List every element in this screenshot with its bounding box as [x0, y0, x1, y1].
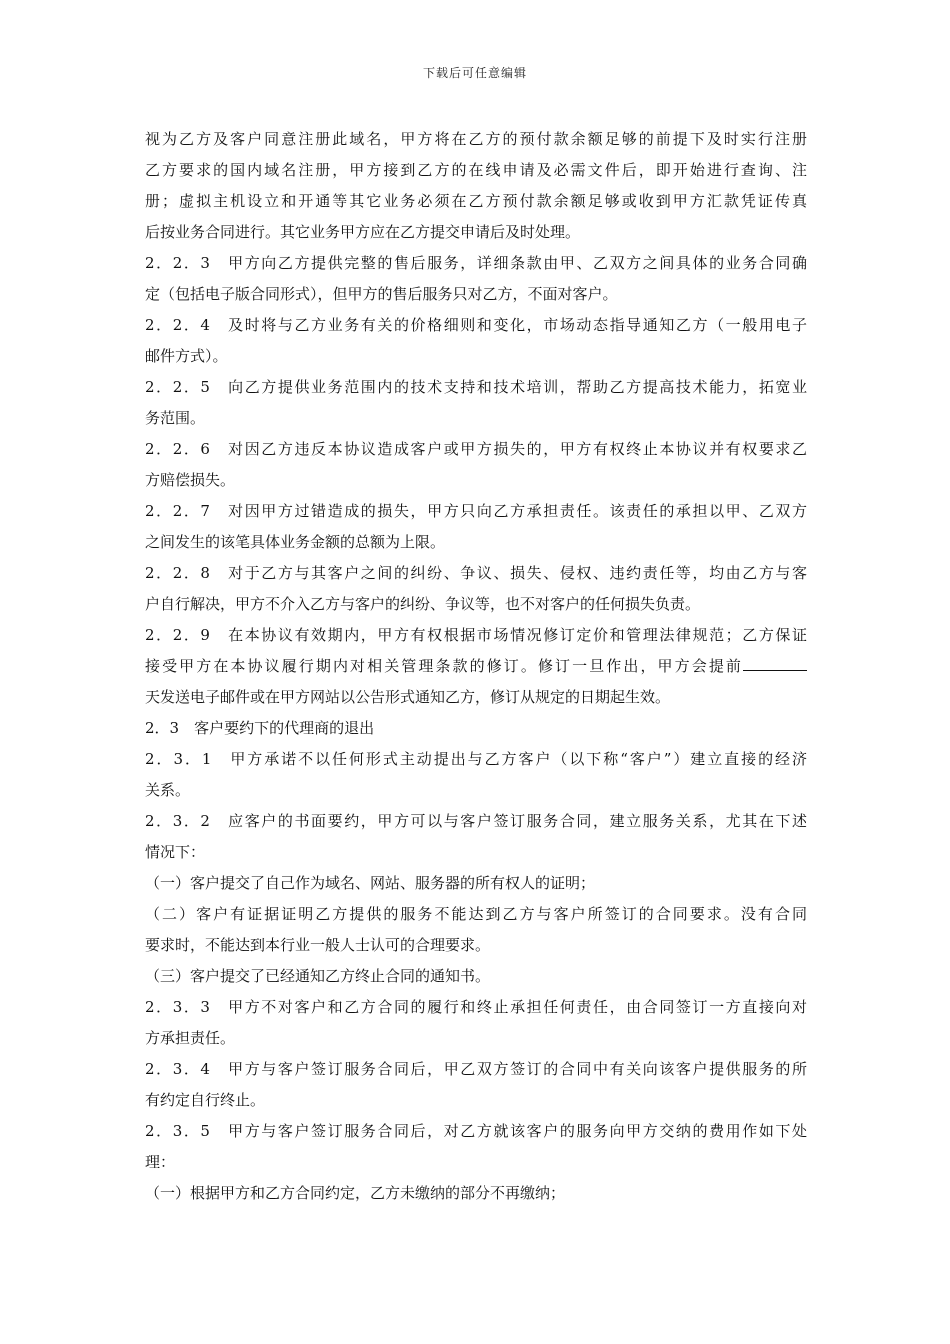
clause-2-2-6 — [145, 434, 807, 496]
list-item-2 — [145, 899, 807, 961]
text-line: （三）客户提交了已经通知乙方终止合同的通知书。 — [145, 967, 491, 985]
text-line: 之间发生的该笔具体业务金额的总额为上限。 — [145, 533, 446, 551]
text-line: 有约定自行终止。 — [145, 1091, 266, 1109]
clause-2-3-3 — [145, 992, 807, 1054]
text-line: 2．2．8 对于乙方与其客户之间的纠纷、争议、损失、侵权、违约责任等，均由乙方与客 — [145, 564, 807, 582]
list-item-1 — [145, 868, 807, 899]
text-line: 2．3．2 应客户的书面要约，甲方可以与客户签订服务合同，建立服务关系，尤其在下述 — [145, 812, 807, 830]
text-line: 理： — [145, 1153, 176, 1171]
text-line: 2．3 客户要约下的代理商的退出 — [145, 719, 375, 737]
clause-2-3-2 — [145, 806, 807, 868]
text-line: 2．3．3 甲方不对客户和乙方合同的履行和终止承担任何责任，由合同签订一方直接向对 — [145, 998, 807, 1016]
text-span: 接受甲方在本协议履行期内对相关管理条款的修订。修订一旦作出，甲方会提前 — [145, 657, 743, 675]
fill-in-blank — [743, 658, 807, 671]
text-line: 邮件方式）。 — [145, 347, 228, 365]
text-line: 2．3．4 甲方与客户签订服务合同后，甲乙双方签订的合同中有关向该客户提供服务的所 — [145, 1060, 807, 1078]
text-line: 方承担责任。 — [145, 1029, 236, 1047]
text-line: 2．3．5 甲方与客户签订服务合同后，对乙方就该客户的服务向甲方交纳的费用作如下处 — [145, 1122, 807, 1140]
clause-2-2-7 — [145, 496, 807, 558]
text-line: 视为乙方及客户同意注册此域名，甲方将在乙方的预付款余额足够的前提下及时实行注册 — [145, 130, 807, 148]
list-item-3 — [145, 961, 807, 992]
text-line-with-blank — [145, 651, 807, 682]
clause-2-2-9 — [145, 620, 807, 713]
clause-2-3-1 — [145, 744, 807, 806]
text-line: 户自行解决，甲方不介入乙方与客户的纠纷、争议等，也不对客户的任何损失负责。 — [145, 595, 701, 613]
document-body — [145, 124, 807, 1209]
text-line: 2．2．7 对因甲方过错造成的损失，甲方只向乙方承担责任。该责任的承担以甲、乙双方 — [145, 502, 807, 520]
clause-2-2-5 — [145, 372, 807, 434]
text-line: （一）根据甲方和乙方合同约定，乙方未缴纳的部分不再缴纳； — [145, 1184, 566, 1202]
text-line: 务范围。 — [145, 409, 206, 427]
text-line: 册；虚拟主机设立和开通等其它业务必须在乙方预付款余额足够或收到甲方汇款凭证传真 — [145, 192, 807, 210]
text-line: （二）客户有证据证明乙方提供的服务不能达到乙方与客户所签订的合同要求。没有合同 — [145, 905, 807, 923]
text-line: 2．2．6 对因乙方违反本协议造成客户或甲方损失的，甲方有权终止本协议并有权要求乙 — [145, 440, 807, 458]
text-line: 2．2．9 在本协议有效期内，甲方有权根据市场情况修订定价和管理法律规范；乙方保证 — [145, 626, 807, 644]
clause-2-3-4 — [145, 1054, 807, 1116]
text-line: （一）客户提交了自己作为域名、网站、服务器的所有权人的证明； — [145, 874, 596, 892]
text-line: 2．3．1 甲方承诺不以任何形式主动提出与乙方客户（以下称“客户”）建立直接的经济 — [145, 750, 807, 768]
text-line: 2．2．5 向乙方提供业务范围内的技术支持和技术培训，帮助乙方提高技术能力，拓宽业 — [145, 378, 807, 396]
paragraph — [145, 124, 807, 248]
list-item-4 — [145, 1178, 807, 1209]
clause-2-3-5 — [145, 1116, 807, 1178]
section-2-3-heading — [145, 713, 807, 744]
clause-2-2-3 — [145, 248, 807, 310]
text-line: 定（包括电子版合同形式），但甲方的售后服务只对乙方，不面对客户。 — [145, 285, 618, 303]
clause-2-2-8 — [145, 558, 807, 620]
text-line: 关系。 — [145, 781, 191, 799]
text-line: 要求时，不能达到本行业一般人士认可的合理要求。 — [145, 936, 491, 954]
text-line: 2．2．4 及时将与乙方业务有关的价格细则和变化，市场动态指导通知乙方（一般用电子 — [145, 316, 807, 334]
text-line: 后按业务合同进行。其它业务甲方应在乙方提交申请后及时处理。 — [145, 223, 581, 241]
text-line: 方赔偿损失。 — [145, 471, 236, 489]
clause-2-2-4 — [145, 310, 807, 372]
text-line: 天发送电子邮件或在甲方网站以公告形式通知乙方，修订从规定的日期起生效。 — [145, 688, 671, 706]
page-header: 下载后可任意编辑 — [422, 66, 527, 80]
text-line: 2．2．3 甲方向乙方提供完整的售后服务，详细条款由甲、乙双方之间具体的业务合同确 — [145, 254, 807, 272]
text-line: 情况下： — [145, 843, 206, 861]
text-line: 乙方要求的国内域名注册，甲方接到乙方的在线申请及必需文件后，即开始进行查询、注 — [145, 161, 807, 179]
